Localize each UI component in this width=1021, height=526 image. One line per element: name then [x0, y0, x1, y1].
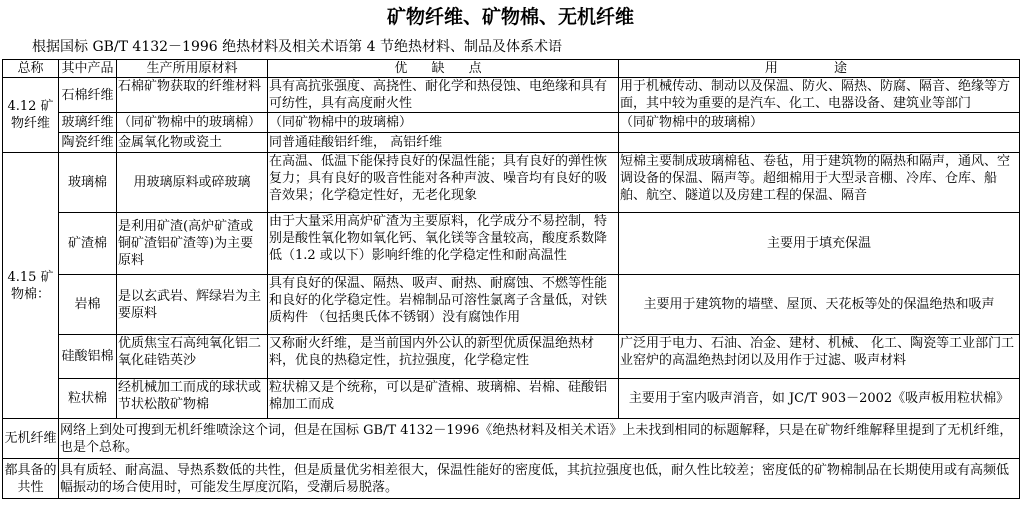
table-row — [3, 335, 1020, 379]
usage-cell: （同矿物棉中的玻璃棉） — [619, 113, 1020, 133]
common-traits-text: 具有质轻、耐高温、导热系数低的共性，但是质量优劣相差很大，保温性能好的密度低，其抗拉强度也低，耐久性比较差；密度低的矿物棉制品在长期使用或有高频低幅振动的场合使用时，可能发生厚度沉陷，受潮后易脱落。 — [59, 459, 1020, 499]
group-label-mineral-fiber: 4.12 矿物纤维 — [3, 78, 59, 153]
inorganic-fiber-text: 网络上到处可搜到无机纤维喷涂这个词，但是在国标 GB/T 4132－1996《绝热材料及相关术语》上未找到相同的标题解释，只是在矿物纤维解释里提到了无机纤维，也是个总称。 — [59, 419, 1020, 459]
pros-cons-cell: 具有高抗张强度、高挠性、耐化学和热侵蚀、电绝缘和具有可纺性，具有高度耐火性 — [268, 78, 619, 113]
product-cell: 粒状棉 — [59, 379, 117, 419]
header-category: 总称 — [3, 60, 59, 78]
material-cell: 优质焦宝石高纯氧化铝二氧化硅锆英沙 — [117, 335, 268, 379]
table-row — [3, 113, 1020, 133]
product-cell: 硅酸铝棉 — [59, 335, 117, 379]
header-material: 生产所用原材料 — [117, 60, 268, 78]
usage-cell: 用于机械传动、制动以及保温、防火、隔热、防腐、隔音、绝缘等方面，其中较为重要的是汽车、化工、电器设备、建筑业等部门 — [619, 78, 1020, 113]
product-cell: 石棉纤维 — [59, 78, 117, 113]
pros-cons-cell: 粒状棉又是个统称，可以是矿渣棉、玻璃棉、岩棉、硅酸铝棉加工而成 — [268, 379, 619, 419]
product-cell: 岩棉 — [59, 275, 117, 335]
table-row — [3, 275, 1020, 335]
fiber-table — [2, 59, 1020, 499]
inorganic-fiber-label: 无机纤维 — [3, 419, 59, 459]
pros-cons-cell: 具有良好的保温、隔热、吸声、耐热、耐腐蚀、不燃等性能和良好的化学稳定性。岩棉制品可溶性氯离子含量低，对铁质构件 （包括奥氏体不锈钢）没有腐蚀作用 — [268, 275, 619, 335]
subtitle: 根据国标 GB/T 4132－1996 绝热材料及相关术语第 4 节绝热材料、制品及体系术语 — [32, 39, 562, 55]
usage-cell: 主要用于填充保温 — [619, 213, 1020, 275]
table-row — [3, 78, 1020, 113]
material-cell: 石棉矿物获取的纤维材料 — [117, 78, 268, 113]
material-cell: 是利用矿渣(高炉矿渣或铜矿渣铝矿渣等)为主要原料 — [117, 213, 268, 275]
material-cell: 是以玄武岩、辉绿岩为主要原料 — [117, 275, 268, 335]
pros-cons-cell: 在高温、低温下能保持良好的保温性能；具有良好的弹性恢复力；具有良好的吸音性能对各种声波、噪音均有良好的吸音效果；化学稳定性好，无老化现象 — [268, 153, 619, 213]
product-cell: 矿渣棉 — [59, 213, 117, 275]
usage-cell: 短棉主要制成玻璃棉毡、卷毡，用于建筑物的隔热和隔声，通风、空调设备的保温、隔声等。超细棉用于大型录音棚、冷库、仓库、船舶、航空、隧道以及房建工程的保温、隔音 — [619, 153, 1020, 213]
usage-cell: 主要用于室内吸声消音，如 JC/T 903－2002《吸声板用粒状棉》 — [619, 379, 1020, 419]
table-row — [3, 419, 1020, 459]
material-cell: 经机械加工而成的球状或节状松散矿物棉 — [117, 379, 268, 419]
pros-cons-cell: （同矿物棉中的玻璃棉） — [268, 113, 619, 133]
group-label-mineral-wool: 4.15 矿物棉： — [3, 153, 59, 419]
table-row — [3, 133, 1020, 153]
table-row — [3, 153, 1020, 213]
usage-cell: 主要用于建筑物的墙壁、屋顶、天花板等处的保温绝热和吸声 — [619, 275, 1020, 335]
header-product: 其中产品 — [59, 60, 117, 78]
pros-cons-cell: 同普通硅酸铝纤维， 高铝纤维 — [268, 133, 619, 153]
pros-cons-cell: 又称耐火纤维，是当前国内外公认的新型优质保温绝热材料，优良的热稳定性，抗拉强度，化学稳定性 — [268, 335, 619, 379]
header-usage: 用 途 — [619, 60, 1020, 78]
usage-cell: 广泛用于电力、石油、冶金、建材、机械、 化工、陶瓷等工业部门工业窑炉的高温绝热封闭以及用作于过滤、吸声材料 — [619, 335, 1020, 379]
table-row — [3, 379, 1020, 419]
material-cell: 金属氧化物或瓷土 — [117, 133, 268, 153]
usage-cell — [619, 133, 1020, 153]
common-traits-label: 都具备的共性 — [3, 459, 59, 499]
material-cell: 用玻璃原料或碎玻璃 — [117, 153, 268, 213]
material-cell: （同矿物棉中的玻璃棉） — [117, 113, 268, 133]
header-row — [3, 60, 1020, 78]
header-pros-cons: 优 缺 点 — [268, 60, 619, 78]
product-cell: 陶瓷纤维 — [59, 133, 117, 153]
pros-cons-cell: 由于大量采用高炉矿渣为主要原料，化学成分不易控制，特别是酸性氧化物如氧化钙、氧化镁等含量较高，酸度系数降低（1.2 或以下）影响纤维的化学稳定性和耐高温性 — [268, 213, 619, 275]
product-cell: 玻璃棉 — [59, 153, 117, 213]
table-row — [3, 459, 1020, 499]
table-row — [3, 213, 1020, 275]
product-cell: 玻璃纤维 — [59, 113, 117, 133]
page-title: 矿物纤维、矿物棉、无机纤维 — [386, 6, 634, 28]
